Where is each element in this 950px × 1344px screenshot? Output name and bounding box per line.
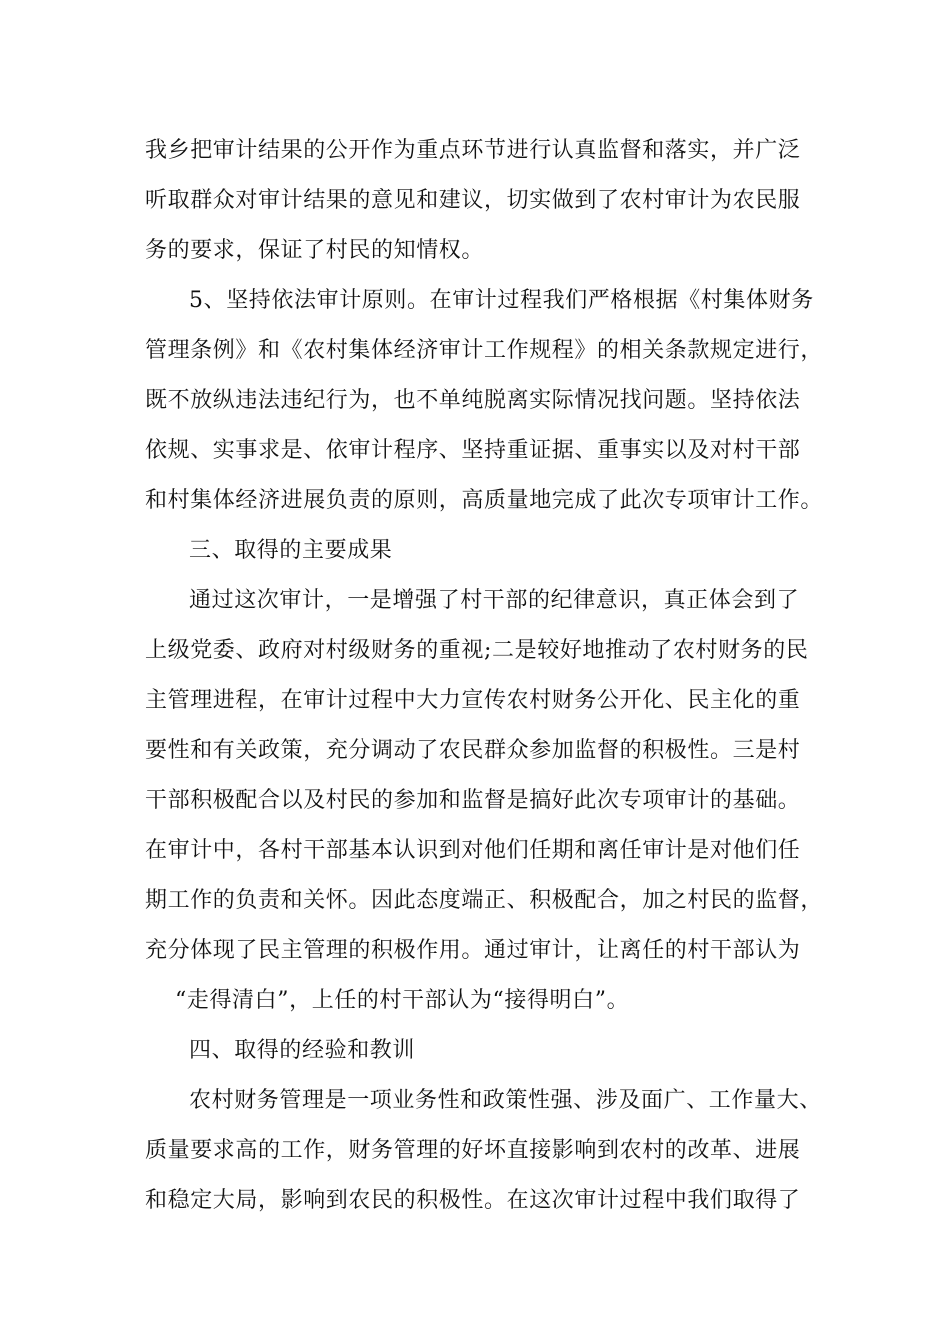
text-line: 通过这次审计，一是增强了村干部的纪律意识，真正体会到了	[189, 588, 800, 613]
text-line: 上级党委、政府对村级财务的重视;二是较好地推动了农村财务的民	[145, 638, 809, 663]
text-line: 听取群众对审计结果的意见和建议，切实做到了农村审计为农民服	[145, 188, 801, 213]
text-line: 农村财务管理是一项业务性和政策性强、涉及面广、工作量大、	[189, 1088, 822, 1113]
text-line: 期工作的负责和关怀。因此态度端正、积极配合，加之村民的监督，	[145, 888, 824, 913]
text-line: 充分体现了民主管理的积极作用。通过审计，让离任的村干部认为	[145, 938, 801, 963]
text-line: 质量要求高的工作，财务管理的好坏直接影响到农村的改革、进展	[145, 1138, 801, 1163]
text-line: “走得清白”，上任的村干部认为“接得明白”。	[175, 988, 630, 1013]
section-heading: 四、取得的经验和教训	[189, 1038, 416, 1063]
text-line: 依规、实事求是、依审计程序、坚持重证据、重事实以及对村干部	[145, 438, 801, 463]
text-line: 我乡把审计结果的公开作为重点环节进行认真监督和落实，并广泛	[145, 138, 801, 163]
text-line: 要性和有关政策，充分调动了农民群众参加监督的积极性。三是村	[145, 738, 801, 763]
text-line: 干部积极配合以及村民的参加和监督是搞好此次专项审计的基础。	[145, 788, 801, 813]
section-heading: 三、取得的主要成果	[189, 538, 393, 563]
text-line: 管理条例》和《农村集体经济审计工作规程》的相关条款规定进行，	[145, 338, 824, 363]
text-line: 务的要求，保证了村民的知情权。	[145, 238, 485, 263]
text-line: 既不放纵违法违纪行为，也不单纯脱离实际情况找问题。坚持依法	[145, 388, 801, 413]
text-line: 在审计中，各村干部基本认识到对他们任期和离任审计是对他们任	[145, 838, 801, 863]
text-line: 主管理进程，在审计过程中大力宣传农村财务公开化、民主化的重	[145, 688, 801, 713]
text-line: 和村集体经济进展负责的原则，高质量地完成了此次专项审计工作。	[145, 488, 824, 513]
text-line: 和稳定大局，影响到农民的积极性。在这次审计过程中我们取得了	[145, 1188, 801, 1213]
text-line: 5、坚持依法审计原则。在审计过程我们严格根据《村集体财务	[189, 288, 814, 313]
